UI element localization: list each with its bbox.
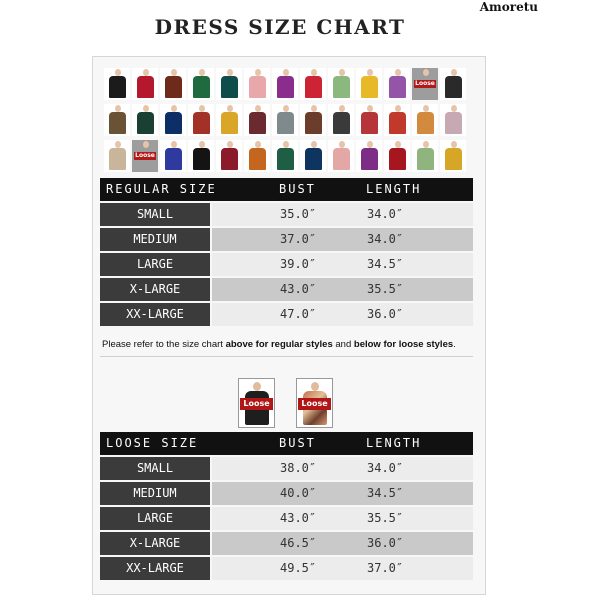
- length-value: 35.5″: [367, 282, 404, 296]
- size-label: LARGE: [100, 507, 210, 530]
- product-thumbnail: [384, 104, 410, 136]
- size-label: LARGE: [100, 253, 210, 276]
- header-bust: BUST: [279, 182, 316, 196]
- product-thumbnail: [188, 104, 214, 136]
- product-thumbnail: [160, 68, 186, 100]
- product-thumbnail: [356, 140, 382, 172]
- length-value: 34.0″: [367, 232, 404, 246]
- product-thumbnail: [104, 68, 130, 100]
- product-thumbnail: [412, 68, 438, 100]
- size-label: MEDIUM: [100, 228, 210, 251]
- divider: [100, 356, 473, 357]
- bust-value: 46.5″: [280, 536, 317, 550]
- product-thumbnail: [272, 68, 298, 100]
- bust-value: 43.0″: [280, 511, 317, 525]
- product-thumbnail: [356, 68, 382, 100]
- bust-value: 37.0″: [280, 232, 317, 246]
- loose-badge: Loose: [135, 152, 155, 159]
- regular-size-table: [100, 178, 473, 326]
- product-thumbnail: [412, 140, 438, 172]
- size-label: MEDIUM: [100, 482, 210, 505]
- table-row: [100, 457, 473, 480]
- loose-badge: Loose: [415, 80, 435, 87]
- bust-value: 49.5″: [280, 561, 317, 575]
- table-header: [100, 178, 473, 201]
- header-size: REGULAR SIZE: [106, 182, 217, 196]
- product-thumbnail: [216, 68, 242, 100]
- product-thumbnail: [300, 104, 326, 136]
- product-thumbnail: [412, 104, 438, 136]
- size-label: XX-LARGE: [100, 557, 210, 580]
- table-header: [100, 432, 473, 455]
- size-label: X-LARGE: [100, 532, 210, 555]
- header-length: LENGTH: [366, 182, 422, 196]
- product-thumbnail: [440, 140, 466, 172]
- length-value: 37.0″: [367, 561, 404, 575]
- product-thumbnail-grid: [104, 68, 468, 174]
- bust-value: 47.0″: [280, 307, 317, 321]
- length-value: 34.0″: [367, 207, 404, 221]
- product-thumbnail: [328, 140, 354, 172]
- product-thumbnail: [160, 140, 186, 172]
- table-row: [100, 557, 473, 580]
- product-thumbnail: [300, 68, 326, 100]
- product-thumbnail: [328, 104, 354, 136]
- length-value: 35.5″: [367, 511, 404, 525]
- product-thumbnail: [244, 104, 270, 136]
- table-row: [100, 253, 473, 276]
- length-value: 36.0″: [367, 307, 404, 321]
- product-thumbnail: [440, 104, 466, 136]
- product-thumbnail: [216, 104, 242, 136]
- loose-style-image-print: [296, 378, 333, 428]
- loose-badge: Loose: [240, 398, 273, 410]
- product-thumbnail: [188, 140, 214, 172]
- bust-value: 39.0″: [280, 257, 317, 271]
- product-thumbnail: [132, 140, 158, 172]
- loose-badge: Loose: [298, 398, 331, 410]
- product-thumbnail: [272, 140, 298, 172]
- product-thumbnail: [216, 140, 242, 172]
- product-thumbnail: [244, 68, 270, 100]
- table-row: [100, 203, 473, 226]
- size-label: SMALL: [100, 203, 210, 226]
- header-size: LOOSE SIZE: [106, 436, 199, 450]
- table-row: [100, 532, 473, 555]
- table-row: [100, 303, 473, 326]
- length-value: 36.0″: [367, 536, 404, 550]
- product-thumbnail: [272, 104, 298, 136]
- table-row: [100, 482, 473, 505]
- bust-value: 35.0″: [280, 207, 317, 221]
- size-label: SMALL: [100, 457, 210, 480]
- header-bust: BUST: [279, 436, 316, 450]
- product-thumbnail: [356, 104, 382, 136]
- bust-value: 38.0″: [280, 461, 317, 475]
- product-thumbnail: [244, 140, 270, 172]
- table-row: [100, 228, 473, 251]
- bust-value: 40.0″: [280, 486, 317, 500]
- product-thumbnail: [104, 104, 130, 136]
- length-value: 34.0″: [367, 461, 404, 475]
- length-value: 34.5″: [367, 486, 404, 500]
- table-row: [100, 507, 473, 530]
- product-thumbnail: [300, 140, 326, 172]
- loose-style-image-black: [238, 378, 275, 428]
- table-row: [100, 278, 473, 301]
- product-thumbnail: [160, 104, 186, 136]
- product-thumbnail: [104, 140, 130, 172]
- product-thumbnail: [384, 140, 410, 172]
- product-thumbnail: [188, 68, 214, 100]
- product-thumbnail: [384, 68, 410, 100]
- size-label: X-LARGE: [100, 278, 210, 301]
- loose-size-table: [100, 432, 473, 580]
- header-length: LENGTH: [366, 436, 422, 450]
- product-thumbnail: [440, 68, 466, 100]
- brand-logo: Amoretu: [479, 0, 538, 14]
- bust-value: 43.0″: [280, 282, 317, 296]
- page-title: DRESS SIZE CHART: [154, 15, 406, 39]
- size-label: XX-LARGE: [100, 303, 210, 326]
- product-thumbnail: [132, 68, 158, 100]
- length-value: 34.5″: [367, 257, 404, 271]
- product-thumbnail: [132, 104, 158, 136]
- size-note: Please refer to the size chart above for regular styles and below for loose styles.: [102, 339, 456, 350]
- product-thumbnail: [328, 68, 354, 100]
